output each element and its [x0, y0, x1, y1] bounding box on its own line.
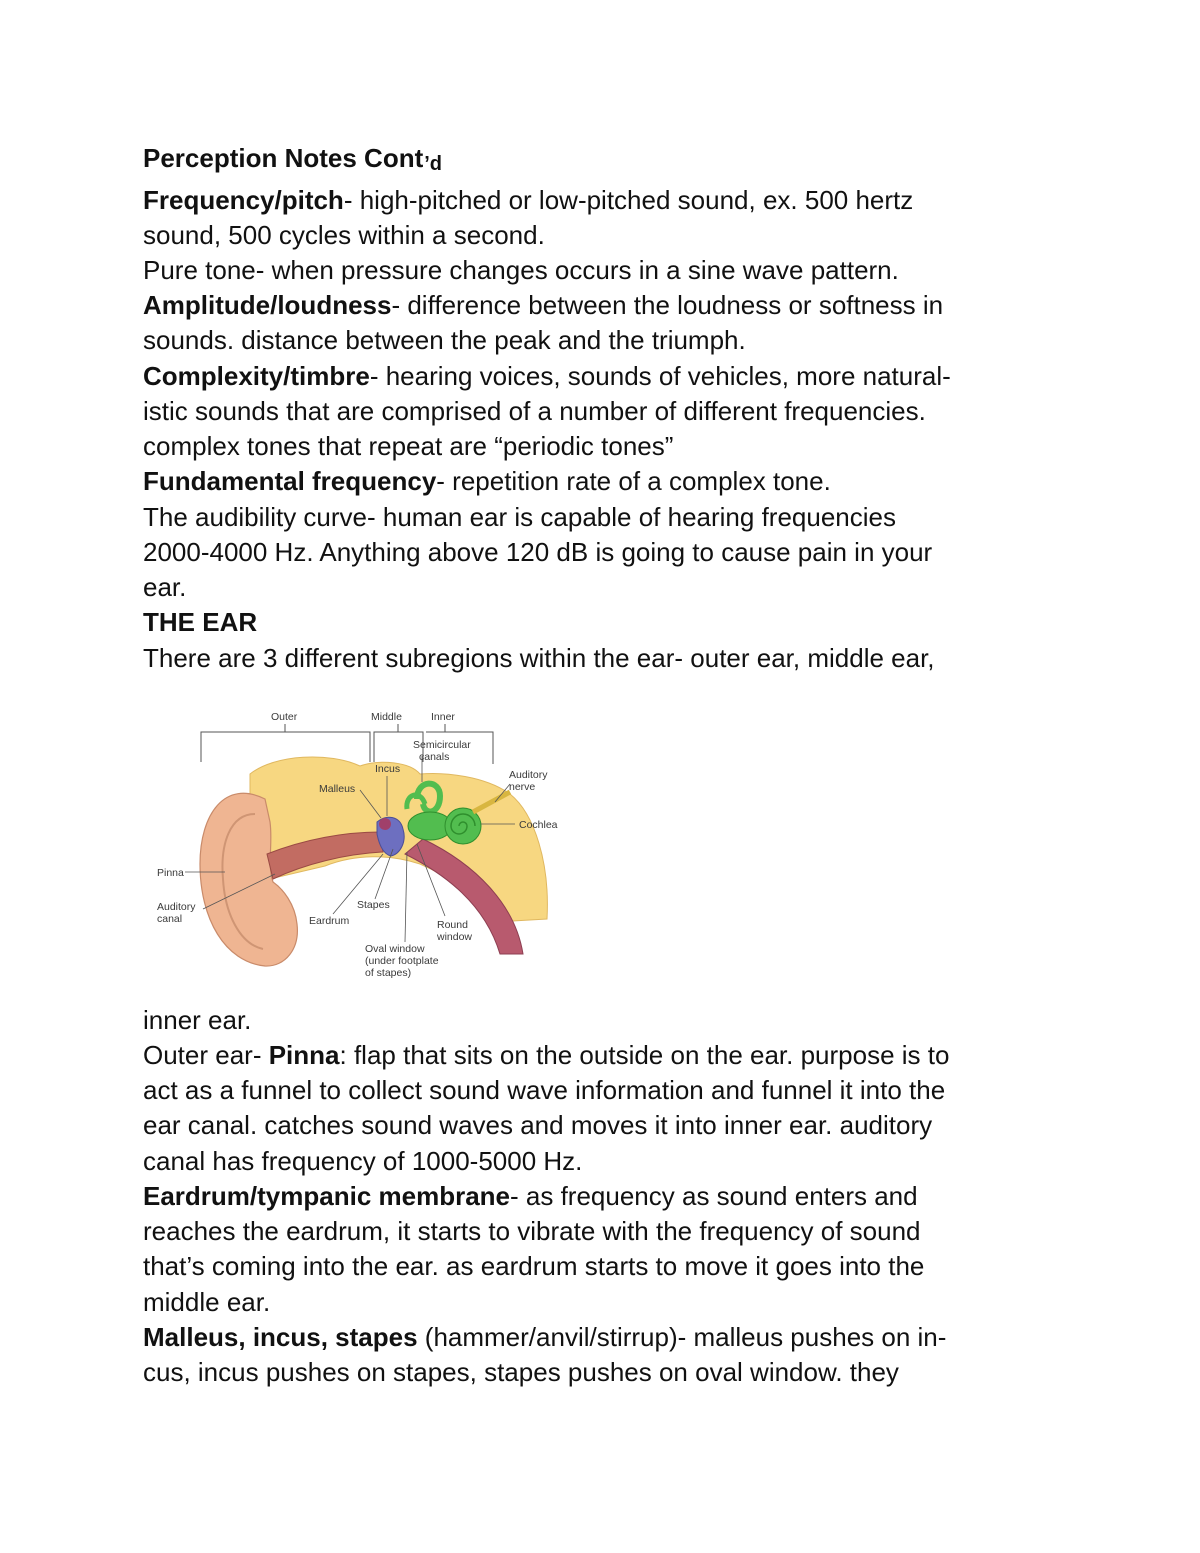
complexity-term: Complexity/timbre [143, 361, 370, 391]
eardrum-line-3: that’s coming into the ear. as eardrum starts to move it goes into the [143, 1251, 925, 1281]
label-oval-window-1: Oval window [365, 943, 425, 955]
ossicles-term: Malleus, incus, stapes [143, 1322, 418, 1352]
label-oval-window-3: of stapes) [365, 967, 412, 979]
label-semicircular-2: canals [419, 751, 450, 763]
ossicles-line-2: cus, incus pushes on stapes, stapes pushes on oval window. they [143, 1357, 899, 1387]
audibility-line-3: ear. [143, 572, 187, 602]
amplitude-line-1 [143, 288, 943, 323]
frequency-line-2: sound, 500 cycles within a second. [143, 220, 545, 250]
label-auditory-nerve-2: nerve [509, 781, 536, 793]
frequency-line-1 [143, 183, 913, 218]
outer-ear-line-1 [143, 1038, 949, 1073]
outer-ear-lead: Outer ear- [143, 1040, 269, 1070]
amplitude-line-2: sounds. distance between the peak and the triumph. [143, 325, 746, 355]
pinna-term: Pinna [268, 1040, 340, 1070]
ossicles-line-1 [143, 1320, 946, 1355]
eardrum-line-1 [143, 1179, 918, 1214]
label-inner: Inner [431, 711, 455, 723]
pure-tone-line: Pure tone- when pressure changes occurs in a sine wave pattern. [143, 255, 899, 285]
label-eardrum: Eardrum [309, 915, 350, 927]
complexity-text-1: - hearing voices, sounds of vehicles, more natural- [369, 361, 951, 391]
label-semicircular-1: Semicircular [413, 739, 471, 751]
label-malleus: Malleus [319, 783, 356, 795]
label-oval-window-2: (under footplate [365, 955, 439, 967]
subregions-line-2: inner ear. [143, 1005, 252, 1035]
label-cochlea: Cochlea [519, 819, 558, 831]
complexity-line-3: complex tones that repeat are “periodic tones” [143, 431, 674, 461]
label-round-window-1: Round [437, 919, 468, 931]
ear-diagram [155, 704, 575, 994]
label-incus: Incus [375, 763, 401, 775]
amplitude-text-1: - difference between the loudness or softness in [391, 290, 944, 320]
title-text: Perception Notes Cont [143, 143, 424, 173]
page-title [143, 141, 442, 182]
title-suffix: ’d [424, 153, 443, 175]
eardrum-text-1: - as frequency as sound enters and [510, 1181, 918, 1211]
label-auditory-canal-1: Auditory [157, 901, 196, 913]
complexity-line-1 [143, 359, 951, 394]
label-middle: Middle [371, 711, 402, 723]
outer-ear-line-3: ear canal. catches sound waves and moves it into inner ear. auditory [143, 1110, 933, 1140]
audibility-line-2: 2000-4000 Hz. Anything above 120 dB is going to cause pain in your [143, 537, 933, 567]
label-outer: Outer [271, 711, 298, 723]
label-round-window-2: window [437, 931, 473, 943]
outer-ear-line-2: act as a funnel to collect sound wave information and funnel it into the [143, 1075, 946, 1105]
amplitude-term: Amplitude/loudness [143, 290, 392, 320]
eardrum-line-4: middle ear. [143, 1287, 271, 1317]
outer-ear-line-4: canal has frequency of 1000-5000 Hz. [143, 1146, 583, 1176]
label-auditory-canal-2: canal [157, 913, 183, 925]
ear-heading: THE EAR [143, 607, 258, 637]
outer-ear-text-1: : flap that sits on the outside on the ear. purpose is to [339, 1040, 950, 1070]
eardrum-line-2: reaches the eardrum, it starts to vibrate with the frequency of sound [143, 1216, 921, 1246]
ear-anatomy-figure [155, 704, 575, 994]
audibility-line-1: The audibility curve- human ear is capable of hearing frequencies [143, 502, 896, 532]
subregions-line-1: There are 3 different subregions within the ear- outer ear, middle ear, [143, 643, 935, 673]
ossicles-text-1: (hammer/anvil/stirrup)- malleus pushes on in- [417, 1322, 947, 1352]
fundamental-term: Fundamental frequency [143, 466, 437, 496]
fundamental-text-1: - repetition rate of a complex tone. [436, 466, 831, 496]
eardrum-term: Eardrum/tympanic membrane [143, 1181, 511, 1211]
complexity-line-2: istic sounds that are comprised of a number of different frequencies. [143, 396, 926, 426]
label-auditory-nerve-1: Auditory [509, 769, 548, 781]
label-stapes: Stapes [357, 899, 390, 911]
frequency-term: Frequency/pitch [143, 185, 344, 215]
frequency-text-1: - high-pitched or low-pitched sound, ex. 500 hertz [343, 185, 914, 215]
fundamental-line [143, 464, 831, 499]
label-pinna: Pinna [157, 867, 184, 879]
